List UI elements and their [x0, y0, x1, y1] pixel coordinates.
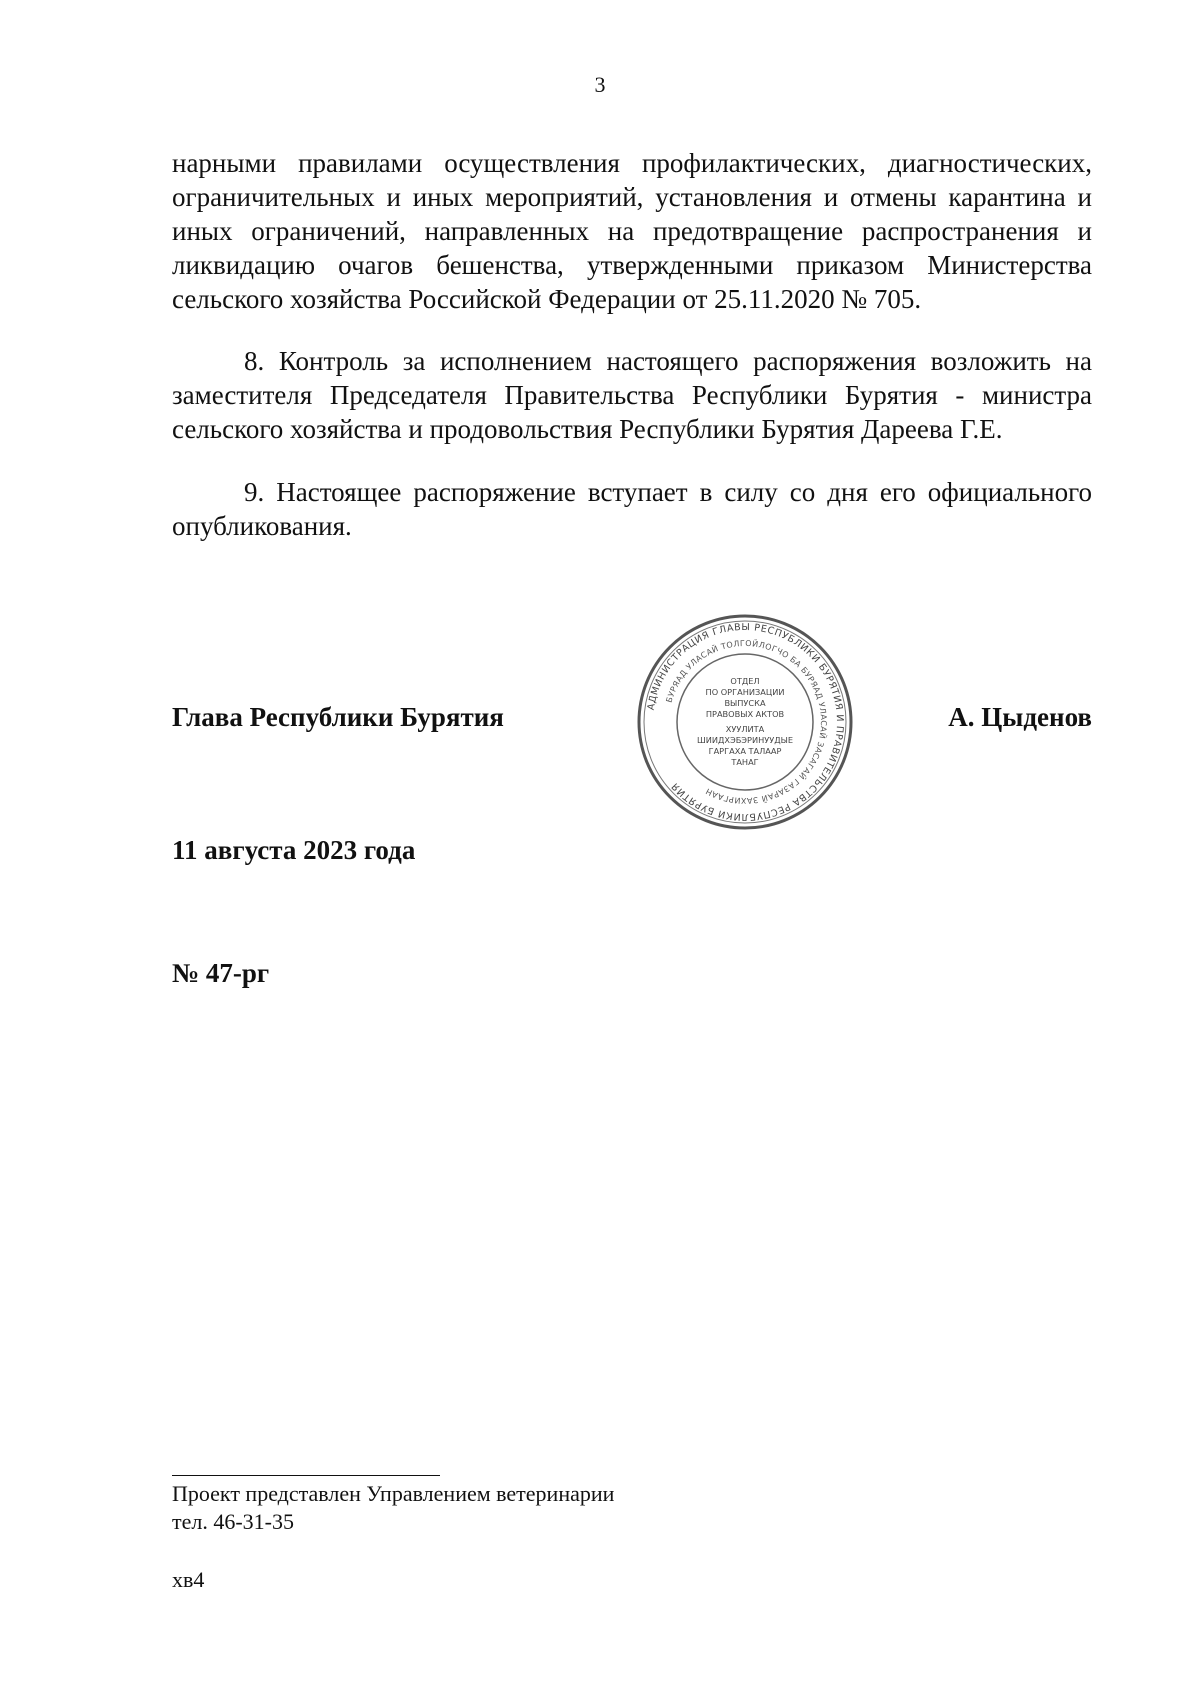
executor-code: хв4	[172, 1567, 205, 1592]
seal-center-line: ШИИДХЭБЭРИНУУДЫЕ	[696, 735, 794, 745]
seal-center-line: ОТДЕЛ	[730, 676, 760, 686]
footnote-phone: тел. 46-31-35	[172, 1509, 295, 1534]
footnote-rule	[172, 1475, 440, 1476]
seal-center-line: ПО ОРГАНИЗАЦИИ	[705, 687, 785, 697]
seal-center-line: ХУУЛИТА	[725, 724, 765, 734]
signature-name: А. Цыденов	[948, 702, 1092, 732]
signature-title: Глава Республики Бурятия	[172, 702, 504, 732]
paragraph-8: 8. Контроль за исполнением настоящего распоряжения возложить на заместителя Председателя Правительства Республики Бурятия - министра сельского хозяйства и продовольствия Республики Бурятия Дареева Г.Е.	[172, 346, 1092, 444]
document-number: № 47-рг	[172, 958, 270, 988]
seal-center-line: ПРАВОВЫХ АКТОВ	[705, 709, 785, 719]
page-number: 3	[594, 72, 606, 97]
seal-inner-text: БУРЯАД УЛАСАЙ ТОЛГОЙЛОГЧО БА БУРЯАД УЛАСАЙ ЗАСАГАЙ ГАЗАРАЙ ЗАХИРГААН	[664, 638, 829, 806]
footnote-project-origin: Проект представлен Управлением ветеринарии	[172, 1481, 615, 1506]
paragraph-continuation: нарными правилами осуществления профилактических, диагностических, ограничительных и иных мероприятий, установления и отмены карантина и иных ограничений, направленных на предотвращение распространения и ликвидацию очагов бешенства, утвержденными приказом Министерства сельского хозяйства Российской Федерации от 25.11.2020 № 705.	[172, 148, 1092, 314]
svg-text:АДМИНИСТРАЦИЯ ГЛАВЫ РЕСПУБЛИКИ	[646, 622, 845, 822]
seal-center-line: ТАНАГ	[731, 757, 759, 767]
official-seal	[635, 612, 855, 832]
svg-text:БУРЯАД УЛАСАЙ ТОЛГОЙЛОГЧО БА Б	[665, 637, 830, 805]
seal-center-line: ГАРГАХА ТАЛААР	[708, 746, 782, 756]
paragraph-9: 9. Настоящее распоряжение вступает в силу со дня его официального опубликования.	[172, 477, 1092, 541]
seal-outer-text: АДМИНИСТРАЦИЯ ГЛАВЫ РЕСПУБЛИКИ БУРЯТИЯ И ПРАВИТЕЛЬСТВА РЕСПУБЛИКИ БУРЯТИЯ	[645, 621, 846, 823]
signature-date: 11 августа 2023 года	[172, 835, 416, 865]
seal-center-line: ВЫПУСКА	[724, 698, 766, 708]
